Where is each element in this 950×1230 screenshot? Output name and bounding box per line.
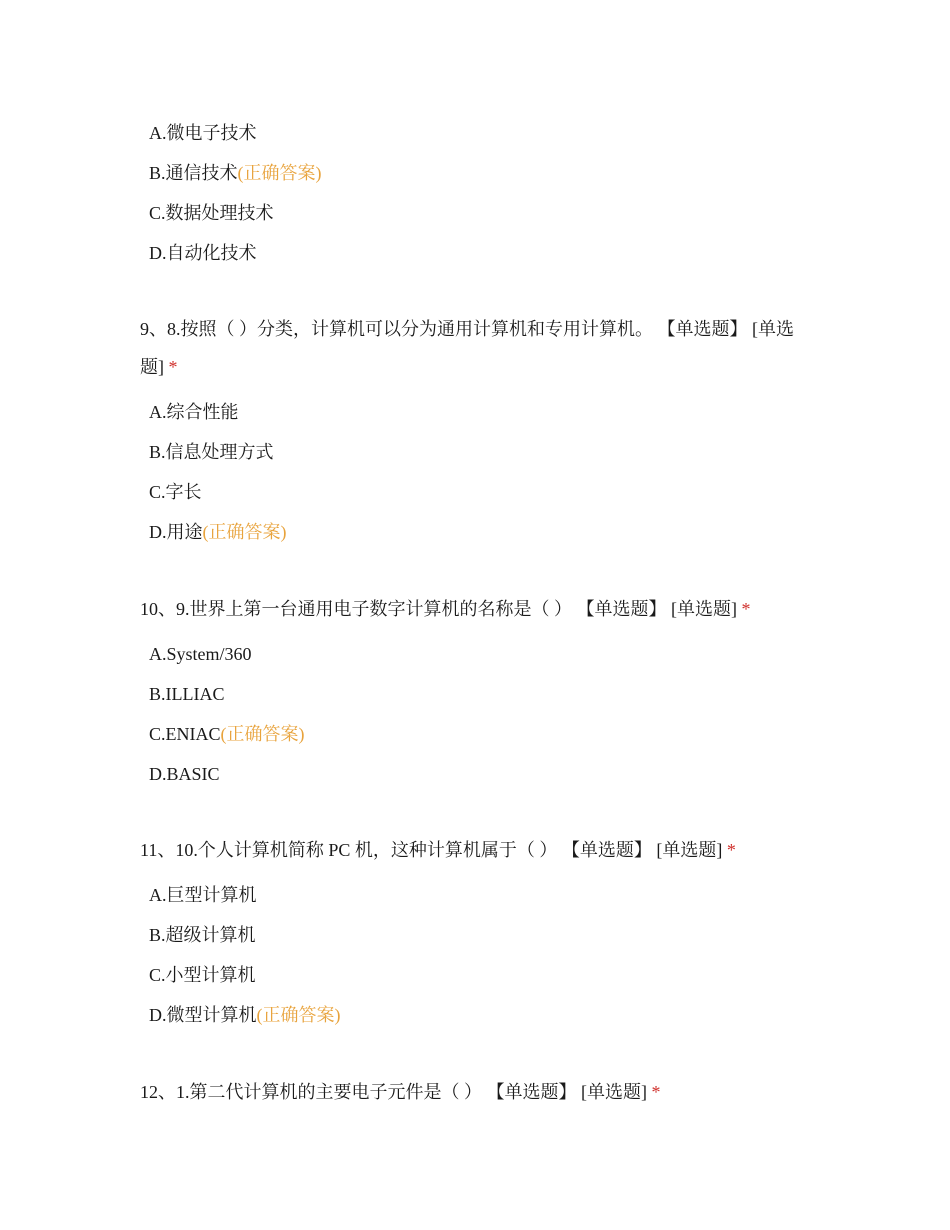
option-c: C.字长 (149, 482, 202, 502)
question-title: 12、1.第二代计算机的主要电子元件是（ ） 【单选题】 [单选题] * (140, 1082, 661, 1102)
option-b: B.通信技术(正确答案) (149, 163, 322, 183)
question-block-10 (140, 590, 810, 794)
option-d: D.BASIC (149, 764, 220, 784)
correct-answer-tag: (正确答案) (202, 522, 287, 542)
required-star: * (741, 599, 751, 619)
question-block-8 (140, 113, 810, 273)
option-d: D.微型计算机(正确答案) (149, 1005, 341, 1025)
option-b: B.信息处理方式 (149, 442, 274, 462)
question-block-9 (140, 310, 810, 552)
option-a: A.巨型计算机 (149, 885, 257, 905)
option-a: A.System/360 (149, 644, 252, 664)
correct-answer-tag: (正确答案) (237, 163, 322, 183)
question-block-12 (140, 1073, 810, 1117)
required-star: * (726, 840, 736, 860)
correct-answer-tag: (正确答案) (256, 1005, 341, 1025)
option-c: C.数据处理技术 (149, 203, 274, 223)
option-a: A.综合性能 (149, 402, 239, 422)
required-star: * (651, 1082, 661, 1102)
option-c: C.小型计算机 (149, 965, 256, 985)
question-title: 9、8.按照（ ）分类，计算机可以分为通用计算机和专用计算机。 【单选题】 [单选题] * (140, 319, 794, 377)
option-d: D.自动化技术 (149, 243, 257, 263)
option-c: C.ENIAC(正确答案) (149, 724, 305, 744)
option-d: D.用途(正确答案) (149, 522, 287, 542)
option-b: B.ILLIAC (149, 684, 225, 704)
question-block-11 (140, 831, 810, 1035)
required-star: * (168, 357, 178, 377)
question-title: 11、10.个人计算机简称 PC 机，这种计算机属于（ ） 【单选题】 [单选题] * (140, 840, 736, 860)
option-b: B.超级计算机 (149, 925, 256, 945)
correct-answer-tag: (正确答案) (220, 724, 305, 744)
question-title: 10、9.世界上第一台通用电子数字计算机的名称是（ ） 【单选题】 [单选题] * (140, 599, 751, 619)
option-a: A.微电子技术 (149, 123, 257, 143)
